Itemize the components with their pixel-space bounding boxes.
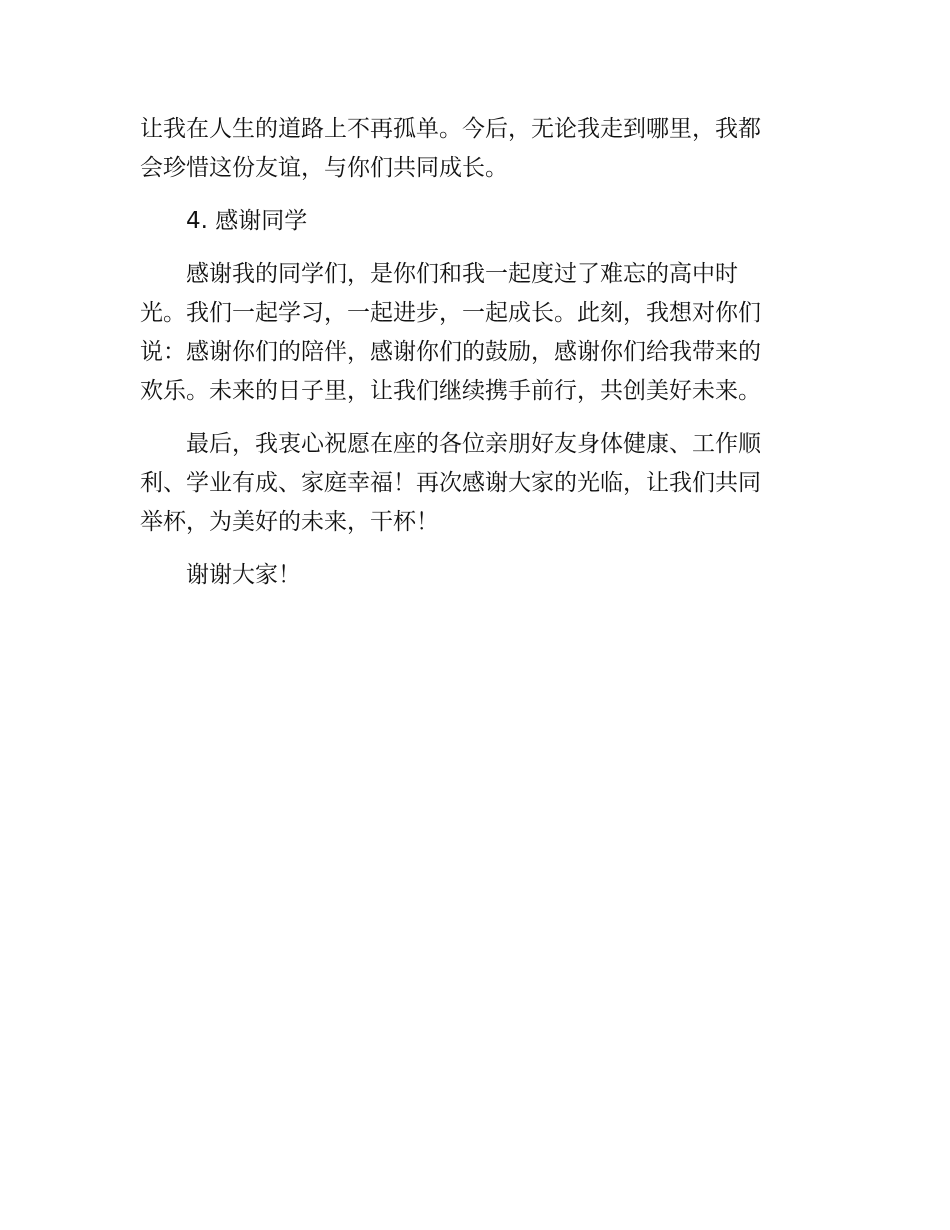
text-line: 会珍惜这份友谊，与你们共同成长。: [140, 155, 508, 181]
text-line: 欢乐。未来的日子里，让我们继续携手前行，共创美好未来。: [140, 378, 761, 404]
text-line: 感谢我的同学们，是你们和我一起度过了难忘的高中时: [186, 261, 738, 287]
paragraph-thank-classmates: [140, 255, 812, 411]
text-line: 最后，我衷心祝愿在座的各位亲朋好友身体健康、工作顺: [186, 431, 761, 457]
document-body: [140, 110, 812, 609]
text-line: 说：感谢你们的陪伴，感谢你们的鼓励，感谢你们给我带来的: [140, 339, 761, 365]
section-heading: [140, 202, 812, 241]
text-line: 举杯，为美好的未来，干杯！: [140, 509, 439, 535]
text-line: 光。我们一起学习，一起进步，一起成长。此刻，我想对你们: [140, 300, 761, 326]
text-line: 利、学业有成、家庭幸福！再次感谢大家的光临，让我们共同: [140, 470, 761, 496]
section-heading-text: 4. 感谢同学: [186, 208, 308, 234]
text-line: 让我在人生的道路上不再孤单。今后，无论我走到哪里，我都: [140, 116, 761, 142]
text-line: 谢谢大家！: [186, 562, 301, 588]
paragraph-thank-you: [140, 556, 812, 595]
paragraph-friendship-closing: [140, 110, 812, 188]
paragraph-final-wishes: [140, 425, 812, 542]
